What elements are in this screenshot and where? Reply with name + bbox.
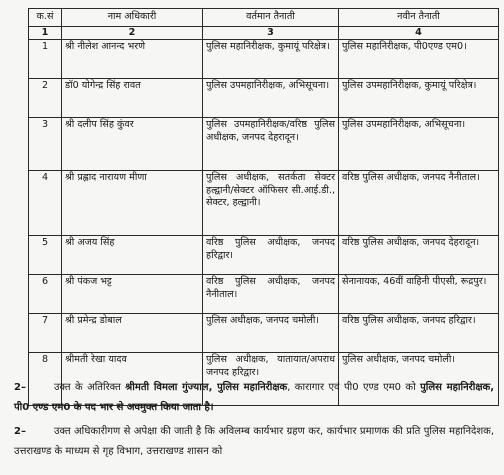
officer-name: श्रीमती रेखा यादव	[62, 353, 203, 406]
header-officer-name: नाम अधिकारी	[62, 9, 203, 27]
new-posting: वरिष्ठ पुलिस अधीक्षक, जनपद नैनीताल।	[339, 171, 499, 236]
current-posting: पुलिस अधीक्षक, यातायात/अपराध जनपद हरिद्वार।	[203, 353, 339, 406]
column-number: 4	[339, 26, 499, 40]
officer-name: श्री दलीप सिंह कुंवर	[62, 118, 203, 171]
serial-number: 1	[29, 40, 62, 79]
officer-name: श्री पंकज भट्ट	[62, 275, 203, 314]
header-serial-number: क.सं	[29, 9, 62, 27]
paragraph-number: 2–	[14, 426, 26, 437]
new-posting: पुलिस अधीक्षक, जनपद चमोली।	[339, 353, 499, 406]
column-number: 3	[203, 26, 339, 40]
current-posting: वरिष्ठ पुलिस अधीक्षक, जनपद हरिद्वार।	[203, 236, 339, 275]
table-row	[29, 314, 499, 353]
paragraph-number: 2–	[14, 382, 26, 393]
paragraph-bold-relief: पुलिस महानिरीक्षक, पी0 एण्ड एम0 के पद भार से अवमुक्त किया जाता है।	[14, 382, 494, 413]
transfer-table	[28, 8, 499, 406]
serial-number: 5	[29, 236, 62, 275]
column-number: 2	[62, 26, 203, 40]
serial-number: 7	[29, 314, 62, 353]
header-current-posting: वर्तमान तैनाती	[203, 9, 339, 27]
current-posting: पुलिस उपमहानिरीक्षक, अभिसूचना।	[203, 79, 339, 118]
officer-name: श्री प्रमेन्द्र डोबाल	[62, 314, 203, 353]
new-posting: पुलिस उपमहानिरीक्षक, अभिसूचना।	[339, 118, 499, 171]
officer-name: श्री अजय सिंह	[62, 236, 203, 275]
new-posting: वरिष्ठ पुलिस अधीक्षक, जनपद हरिद्वार।	[339, 314, 499, 353]
table-row	[29, 171, 499, 236]
officer-name: श्री प्रह्लाद नारायण मीणा	[62, 171, 203, 236]
new-posting: वरिष्ठ पुलिस अधीक्षक, जनपद देहरादून।	[339, 236, 499, 275]
column-number-row	[29, 26, 499, 40]
paragraph-text: , कारागार एवं पी0 एण्ड एम0 को	[287, 382, 421, 393]
paragraph-bold-officer: श्रीमती विमला गुंज्याल, पुलिस महानिरीक्षक	[125, 382, 288, 393]
serial-number: 8	[29, 353, 62, 406]
table-header-row	[29, 9, 499, 27]
paragraph-text: उक्त अधिकारीगण से अपेक्षा की जाती है कि अविलम्ब कार्यभार ग्रहण कर, कार्यभार प्रमाणक की प्रति पुलिस महानिदेशक, उत्तराखण्ड के माध्यम से गृह विभाग, उत्तराखण्ड शासन को	[14, 426, 494, 457]
serial-number: 3	[29, 118, 62, 171]
table-row	[29, 79, 499, 118]
paragraph-relief-order	[14, 378, 494, 418]
current-posting: पुलिस अधीक्षक, सतर्कता सेक्टर हल्द्वानी/सेक्टर ऑफिसर सी.आई.डी., सेक्टर, हल्द्वानी।	[203, 171, 339, 236]
table-row	[29, 40, 499, 79]
current-posting: पुलिस महानिरीक्षक, कुमायूं परिक्षेत्र।	[203, 40, 339, 79]
new-posting: सेनानायक, 46वीं वाहिनी पीएसी, रूद्रपुर।	[339, 275, 499, 314]
paragraph-text: उक्त के अतिरिक्त	[54, 382, 126, 393]
serial-number: 6	[29, 275, 62, 314]
paragraph-joining-instruction	[14, 422, 494, 462]
current-posting: पुलिस अधीक्षक, जनपद चमोली।	[203, 314, 339, 353]
officer-name: श्री नीलेश आनन्द भरणे	[62, 40, 203, 79]
current-posting: पुलिस उपमहानिरीक्षक/वरिष्ठ पुलिस अधीक्षक, जनपद देहरादून।	[203, 118, 339, 171]
officer-name: डॉ0 योगेन्द्र सिंह रावत	[62, 79, 203, 118]
table-row	[29, 275, 499, 314]
table-row	[29, 118, 499, 171]
header-new-posting: नवीन तैनाती	[339, 9, 499, 27]
serial-number: 4	[29, 171, 62, 236]
new-posting: पुलिस महानिरीक्षक, पी0एण्ड एम0।	[339, 40, 499, 79]
current-posting: वरिष्ठ पुलिस अधीक्षक, जनपद नैनीताल।	[203, 275, 339, 314]
table-row	[29, 236, 499, 275]
column-number: 1	[29, 26, 62, 40]
new-posting: पुलिस उपमहानिरीक्षक, कुमायूं परिक्षेत्र।	[339, 79, 499, 118]
serial-number: 2	[29, 79, 62, 118]
